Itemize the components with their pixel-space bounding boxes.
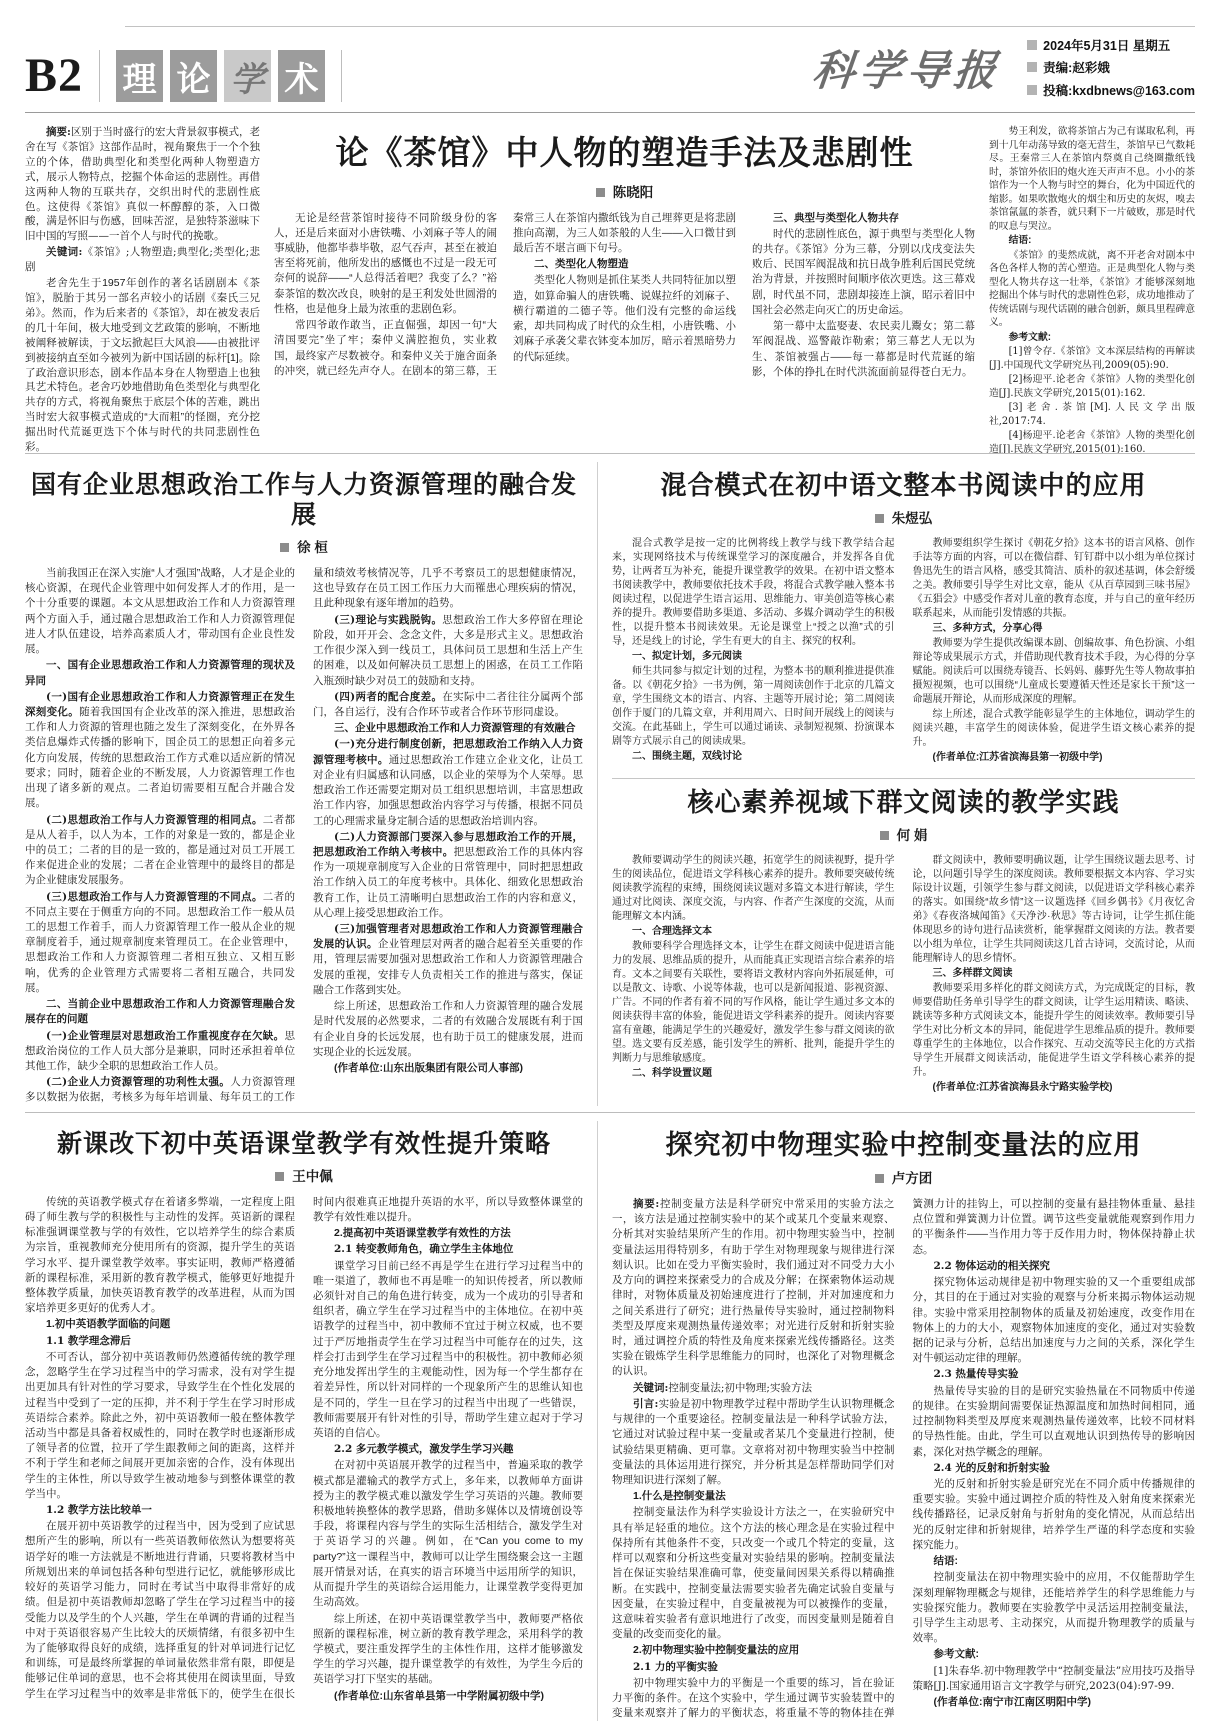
section-heading: 1.初中英语教学面临的问题 [46,1318,171,1331]
section-heading: 二、类型化人物塑造 [534,258,629,271]
masthead: 科学导报 [810,46,1004,96]
paragraph: 势王利发，欲将茶馆占为己有谋取私利，再到十几年动荡导致的毫无营生，茶馆早已气数耗尽。王秦常三人在茶馆内祭奠自己绕圈撒纸钱时，茶馆外依旧的炮火连天声声不息。小小的茶馆作为一个人物与时空的舞台，化为中国近代的缩影。如果吹散炮火的烟尘和历史的灰烬，嗅去茶馆氤氲的茶香，就只剩下一片破败，那是时代的叹息与哭泣。 [989,126,1195,232]
inline-label: 摘要: [46,126,71,138]
article-byline [25,1165,583,1185]
author-affiliation: (作者单位:江苏省滨海县永宁路实验学校) [932,1081,1113,1093]
abstract: 摘要:区别于当时盛行的宏大背景叙事模式，老舍在写《茶馆》这部作品时，视角聚焦于一个个独立的个体，借助典型化和类型化两种人物塑造方式，展示人物特点，挖掘个体命运的悲剧性。再借这两种人物的互联共存，交织出时代的悲剧性底色。这使得《茶馆》真似一杯醇醇的茶，入口微酸，满是怀旧与伤感，回味苦涩，是独特茶滋味下旧中国的写照——一首个人与时代的挽歌。 [25,126,260,243]
author-square-icon [880,831,889,840]
article-byline [612,1167,1195,1187]
paragraph: 教师要调动学生的阅读兴趣，拓宽学生的阅读视野，提升学生的阅读品位，促进语文学科核心素养的提升。教师要突破传统阅读教学流程的束缚，围绕阅读议题对多篇文本进行解读，学生通过对比阅读、深度交流，与内容、作者产生深度的交流，从而能理解文本内涵。 [612,854,895,922]
reference-item: [2]杨迎平.论老舍《茶馆》人物的类型化创造[J].民族文学研究,2015(01):162. [989,374,1195,399]
author-square-icon [596,188,605,197]
paragraph: 初中物理实验中力的平衡是一个重要的练习，旨在验证力平衡的条件。在这个实验中，学生通过调节实验装置中的变量来观察并了解力的平衡状态，将重量不等的物体挂在弹簧测力计的挂钩上，可以控制的变量有悬挂物体重量、悬挂点位置和弹簧测力计位置。调节这些变量就能观察到作用力的平衡条件——当作用力等于反作用力时，物体保持静止状态。 [612,1198,1195,1720]
section-heading: 三、典型与类型化人物共存 [773,211,899,224]
logo-char-box-calligraphy: 学 [224,50,271,102]
paragraph: 《茶馆》的斐然成就，离不开老舍对剧本中各色各样人物的苦心塑造。正是典型化人物与类型化人物共存这一壮举，《茶馆》才能够深刻地挖掘出个体与时代的悲剧性色彩，成功地推动了传统话剧与现代话剧的融合创新，颇具里程碑意义。 [989,249,1195,329]
article-author: 卢方团 [891,1171,933,1187]
paragraph: 教师要为学生提供改编课本剧、创编故事、角色扮演、小组辩论等成果展示方式，并借助现代教育技术手段，为心得的分享赋能。阅读后可以围绕寿镜吾、长妈妈、藤野先生等人物故事拍摄短视频，也可以围绕“儿童成长要遵循天性还是家长干预”这一命题展开辩论，从而形成深度的理解。 [912,638,1195,706]
paragraph: (二)思想政治工作与人力资源管理的相同点。二者都是从人着手，以人为本，工作的对象是一致的，都是企业中的员工；二者的目的是一致的，都是通过对员工开展工作来促进企业的发展；二者在企业管理中的最终目的都是为企业健康发展服务。 [25,813,295,887]
paragraph: (二)企业人力资源管理的功利性太强。人力资源管理多以数据为依据，考核多为每年培训量、每年员工的工作量和绩效考核情况等，几乎不考察员工的思想健康情况，这也导致存在员工因工作压力大而罹患心理疾病的情况，且此种现象有逐年增加的趋势。 [25,567,583,1104]
references-label: 参考文献: [1008,331,1052,343]
paragraph: 时代的悲剧性底色，源于典型与类型化人物的共存。《茶馆》分为三幕，分别以戊戌变法失败后、民国军阀混战和抗日战争胜利后国民党统治为背景，并按照时间顺序依次更迭。这三幕戏剧，时代虽不同，悲剧却接连上演，昭示着旧中国社会必然走向灭亡的历史命运。 [752,227,975,316]
logo-char-box: 术 [278,50,325,102]
reference-item: [4]杨迎平.论老舍《茶馆》人物的类型化创造[J].民族文学研究,2015(01):160. [989,430,1195,453]
author-affiliation: (作者单位:山东出版集团有限公司人事部) [334,1062,523,1074]
paragraph: 传统的英语教学模式存在着诸多弊端，一定程度上阻碍了师生教与学的积极性与主动性的发挥。英语新的课程标准强调课堂教与学的有效性，它以培养学生的综合素质为宗旨，重视教师充分使用所有的资源，提升学生的英语学习水平、提升课堂教学效率。事实证明，教师严格遵循新的课程标准，采用新的教育教学模式，能够更好地提升整体教学质量，加快英语教育教学的改革进程，从而为国家培养更多更好的优秀人才。 [25,1195,295,1315]
middle-section [25,454,1195,1112]
header-right [810,35,1195,103]
article-author: 徐 桓 [297,540,328,555]
reference-item: [3]老舍.茶馆[M].人民文学出版社,2017:74. [989,402,1195,427]
section-heading: 三、企业中思想政治工作和人力资源管理的有效融合 [334,722,576,735]
section-heading: 一、国有企业思想政治工作和人力资源管理的现状及异同 [25,659,295,687]
references-label: 参考文献: [933,1648,979,1661]
bullet-square-icon [1027,40,1037,50]
bullet-square-icon [1027,62,1037,72]
paragraph: (三)思想政治工作与人力资源管理的不同点。二者的不同点主要在于侧重方向的不同。思想政治工作一般从员工的思想工作着手，而人力资源管理工作一般从企业的规章制度着手，通过规章制度来管理员工。在企业管理中，思想政治工作和人力资源管理二者相互独立、又相互影响，优秀的企业管理方式需要将二者相互融合，共同发展。 [25,890,295,994]
paragraph: (三)加强管理者对思想政治工作和人力资源管理融合发展的认识。企业管理层对两者的融合起着至关重要的作用，管理层需要加强对思想政治工作和人力资源管理融合发展的重视，安排专人负责相关工作的推进与落实，保证融合工作落到实处。 [313,923,583,996]
paragraph: (一)国有企业思想政治工作和人力资源管理正在发生深刻变化。随着我国国有企业改革的深入推进，思想政治工作和人力资源的管理也随之发生了深刻变化，在外界各类信息爆炸式传播的影响下，国企员工的思想正向着多元化方向发展，传统的思想政治工作方式难以适应新的情况要求；同时，随着企业的不断发展，人力资源管理工作也出现了诸多新的观点。二者迫切需要相互配合并融合发展。 [25,690,295,810]
article-abstract-column [25,125,260,453]
inline-label: (一)企业管理层对思想政治工作重视度存在欠缺。 [46,1029,285,1042]
paragraph: 热量传导实验的目的是研究实验热量在不同物质中传递的规律。在实验期间需要保证热源温度和加热时间相同，通过控制物料类型及厚度来观测热量传递效率，比较不同材料的导热性能。由此，学生可以直观地认识到热传导的影响因素，深化对热学概念的理解。 [912,1384,1195,1458]
inline-label: (一)国有企业思想政治工作和人力资源管理正在发生深刻变化。 [25,690,295,718]
article-title: 混合模式在初中语文整本书阅读中的应用 [660,470,1147,500]
bullet-square-icon [1027,85,1037,95]
logo-char-box: 理 [116,50,163,102]
sub-heading: 1.2 教学方法比较单一 [46,1504,152,1517]
article-body [25,566,583,1106]
article-author: 陈晓阳 [612,184,654,200]
section-heading: 三、多种方式，分享心得 [932,623,1043,635]
page-label: B2 [25,49,84,102]
inline-label: (三)加强管理者对思想政治工作和人力资源管理融合发展的认识。 [313,923,583,951]
paragraph: 老舍先生于1957年创作的著名话剧剧本《茶馆》，脱胎于其另一部名声较小的话剧《秦氏三兄弟》。然而，作为后来者的《茶馆》，却在被发表后的几十年间，极大地受到文艺政策的影响，不断地被阐释被解读，于文坛掀起巨大风浪——由被批评到被接纳直至如今被列为新中国话剧的标杆[1]。除了政治意识形态，剧本作品本身在人物塑造上也独具艺术特色。老舍巧妙地借助角色类型化与典型化共存的方式，将视角聚焦于底层个体的苦难，跳出当时宏大叙事模式造成的“大而粗”的怪圈，充分挖掘出时代荒诞更迭下个体与时代的共同悲剧性色彩。 [25,277,260,453]
article-teahouse [25,113,1195,453]
paragraph: 当前我国正在深入实施“人才强国”战略，人才是企业的核心资源，在现代企业管理中如何发挥人才的作用，是一个十分重要的课题。本文从思想政治工作和人力资源管理两个方面入手，通过融合思想政治工作和人力资源管理促进人才队伍建设，培养高素质人才，带动国有企业良性发展。 [25,567,295,656]
section-heading: 二、当前企业中思想政治工作和人力资源管理融合发展存在的问题 [25,998,295,1026]
keywords: 关键词:控制变量法;初中物理;实验方法 [633,1381,812,1394]
sub-heading: 2.4 光的反射和折射实验 [933,1461,1050,1474]
paragraph: 常四爷敢作敢当，正直倔强，却因一句“大清国要完”坐了牢；秦仲义满腔抱负，实业救国，最终家产尽数被夺。和秦仲义关于施舍面条的冲突，就已经先声夺人。在剧本的第三幕，王秦常三人在茶馆内撒纸钱为自己埋葬更是将悲剧推向高潮，为三人如茶般的人生——入口微甘到最后苦不堪言画下句号。 [274,211,736,377]
inline-label: (二)企业人力资源管理的功利性太强。 [46,1076,231,1089]
article-references-column [989,125,1195,453]
article-title: 核心素养视域下群文阅读的教学实践 [687,786,1120,817]
article-body [612,1197,1195,1721]
inline-label: 关键词: [46,246,83,259]
article-title: 探究初中物理实验中控制变量法的应用 [665,1129,1142,1160]
sub-heading: 1.1 教学理念滞后 [46,1334,131,1347]
paragraph: 控制变量法在初中物理实验中的应用，不仅能帮助学生深刻理解物理概念与规律，还能培养学生的科学思维能力与实验探究能力。教师要在实验教学中灵活运用控制变量法，引导学生主动思考、主动探究，从而提升物理教学的质量与效率。 [912,1571,1195,1645]
article-group-reading [612,787,1195,1095]
author-square-icon [875,514,884,523]
paragraph: 在对初中英语展开教学的过程当中，普遍采取的教学模式都是灌输式的教学方式上，多年来，以教师单方面讲授为主的教学模式难以激发学生学习英语的兴趣。教师要积极地转换整体的教学思路，借助多媒体以及情境创设等手段，将课程内容与学生的实际生活相结合，激发学生对于英语学习的兴趣。例如，在“Can you come to my party?”这一课程当中，教师可以让学生围绕聚会这一主题展开情景对话，在真实的语言环境当中运用所学的知识，从而提升学生的英语综合运用能力，让课堂教学变得更加生动高效。 [313,1459,583,1609]
inline-label: 摘要: [633,1198,660,1211]
article-blended-reading [612,470,1195,766]
article-byline [612,507,1195,527]
section-heading: 一、拟定计划，多元阅读 [632,651,742,663]
inline-label: 引言: [633,1397,659,1410]
paragraph: 光的反射和折射实验是研究光在不同介质中传播规律的重要实验。实验中通过调控介质的特性及入射角度来探索光线传播路径，记录反射角与折射角的变化情况，从而总结出光的反射定律和折射规律，培养学生严谨的科学态度和实验探究能力。 [912,1477,1195,1551]
section-heading: 2.提高初中英语课堂教学有效性的方法 [334,1227,511,1240]
inline-label: (四)两者的配合度差。 [334,690,443,703]
paragraph: 引言:实验是初中物理教学过程中帮助学生认识物理概念与规律的一个重要途径。控制变量法是一种科学试验方法，它通过对试验过程中某一变量或者某几个变量进行控制，使试验结果更精确、更可靠。文章将对初中物理实验当中控制变量法的具体运用进行探究，并分析其是怎样帮助同学们对物理知识进行深刻了解。 [612,1397,895,1486]
sub-heading: 2.2 物体运动的相关探究 [933,1259,1050,1272]
date-line: 2024年5月31日 星期五 [1027,35,1195,58]
paragraph: (四)两者的配合度差。在实际中二者往往分属两个部门，各自运行，没有合作环节或者合作环节形同虚设。 [313,690,584,718]
article-byline [25,536,583,556]
paragraph: 师生共同参与拟定计划的过程，为整本书的顺利推进提供准备。以《朝花夕拾》一书为例，第一周阅读创作于北京的几篇文章，学生围绕文本的语言、内容、主题等开展讨论；第二周阅读创作于厦门的几篇文章，并利用周六、日时间开展线上的阅读与交流。在此基础上，学生可以通过诵读、录制短视频、扮演课本剧等方式展示自己的阅读成果。 [612,666,895,748]
author-square-icon [280,543,289,552]
paragraph: 综上所述，思想政治工作和人力资源管理的融合发展是时代发展的必然要求，二者的有效融合发展既有利于国有企业自身的长远发展，也有助于员工的健康发展，进而实现企业的长远发展。 [313,1000,583,1058]
reference-item: [1]朱春华.初中物理教学中“控制变量法”应用技巧及指导策略[J].国家通用语言文字教学与研究,2023(04):97-99. [912,1664,1195,1692]
sub-heading: 2.2 多元教学模式，激发学生学习兴趣 [334,1443,514,1456]
middle-right-column [598,462,1195,1106]
sub-heading: 2.1 力的平衡实验 [633,1660,718,1673]
paragraph: 在展开初中英语教学的过程当中，因为受到了应试思想所产生的影响，所以有一些英语教师依然认为想要将英语学好的唯一方法就是不断地进行背诵，只要将教材当中所规划出来的单词包括各种句型进行记忆，就能够形成比较好的英语学习能力，同时在考试当中取得非常好的成绩。但是初中英语教师却忽略了学生在学习过程当中的接受能力以及学生的个人兴趣，学生在单调的背诵的过程当中对于英语很容易产生比较大的厌烦情绪，有很多初中生为了能够取得良好的成绩，选择重复的针对单词进行记忆和训练，可是最终所掌握的单词量依然非常有限，即便是能够记住单词的意思，也不会将其使用在阅读里面，导致学生在学习过程当中的效率是非常低下的，使学生在很长时间内很难真正地提升英语的水平，所以导致整体课堂的教学有效性难以提升。 [25,1195,583,1700]
author-affiliation: (作者单位:山东省单县第一中学附属初级中学) [334,1689,544,1702]
paragraph: (三)理论与实践脱钩。思想政治工作大多停留在理论阶段，如开开会、念念文件，大多是形式主义。思想政治工作很少深入到一线员工，具体问员工思想和生活上产生的困难，以及如何解决员工思想上的困惑，在员工工作陷入瓶颈时缺少对员工的鼓励和支持。 [313,613,584,687]
article-title: 国有企业思想政治工作与人力资源管理的融合发展 [30,471,577,529]
page-header [25,24,1195,113]
section-heading: 一、合理选择文本 [632,925,712,937]
keywords: 关键词:《茶馆》;人物塑造;典型化;类型化;悲剧 [25,246,260,274]
abstract: 摘要:控制变量方法是科学研究中常采用的实验方法之一，该方法是通过控制实验中的某个或某几个变量来观察、分析其对实验结果所产生的作用。初中物理实验当中，控制变量法运用得特别多，有助于学生对物理现象与规律进行深刻认识。比如在受力平衡实验时，我们通过对不同受力大小及方向的调控来探索受力的合成及分解；在探索物体运动规律时，对物体质量及初始速度进行了控制，并对加速度和力之间关系进行了研究；进行热量传导实验时，通过控制物料类型及厚度来观测热量传递效率；对光进行反射和折射实验时，通过调控介质的特性及角度来探索光线传播路径。这类实验在锻炼学生科学思维能力的同时，也深化了对物理概念的认识。 [612,1198,895,1378]
paragraph: 综上所述，在初中英语课堂教学当中，教师要严格依照新的课程标准，树立新的教育教学理念，采用科学的教学模式，要注重发挥学生的主体性作用，这样才能够激发学生的学习兴趣，提升课堂教学的有效性，为学生今后的英语学习打下坚实的基础。 [313,1612,583,1686]
paragraph: 教师要采用多样化的群文阅读方式，为完成既定的目标，教师要借助任务单引导学生的群文阅读，让学生运用精读、略读、跳读等多种方式阅读文本，能提升学生的阅读效率。教师要引导学生对比分析文本的异同，能促进学生思维品质的提升。教师要尊重学生的主体地位，以合作探究、互动交流等民主化的方式指导学生开展群文阅读活动，能促进学生语文学科核心素养的提升。 [912,982,1195,1078]
inline-label: (三)思想政治工作与人力资源管理的不同点。 [46,890,263,903]
article-author: 朱煜弘 [891,511,933,527]
paragraph: 控制变量法作为科学实验设计方法之一，在实验研究中具有举足轻重的地位。这个方法的核心理念是在实验过程中保持所有其他条件不变，只改变一个或几个特定的变量，这样可以观察和分析这些变量对实验结果的影响。控制变量法旨在保证实验结果准确可靠，使变量间因果关系得以精确推断。在实践中，控制变量法需要实验者先确定试验自变量与因变量，在实验过程中，自变量被视为可以被操作的变量，这意味着实验者有意识地进行了改变，而因变量则是随着自变量的改变而变化的量。 [612,1506,895,1641]
article-english-teaching [25,1121,597,1722]
paragraph: 无论是经营茶馆时接待不同阶级身份的客人，还是后来面对小唐铁嘴、小刘麻子等人的闹事威胁，他都毕恭毕敬，忍气吞声，甚至在被迫害至将死前，他所发出的感慨也不过是一段无可奈何的说辞——“人总得活着吧？我变了么？”裕泰茶馆的数次改良，映射的是王利发处世圆滑的性格，也是他身上最为浓重的悲剧色彩。 [274,211,497,315]
paragraph: 综上所述，混合式教学能彰显学生的主体地位，调动学生的阅读兴趣，丰富学生的阅读体验，促进学生语文核心素养的提升。 [912,709,1195,749]
article-body [612,854,1195,1095]
section-heading: 二、科学设置议题 [632,1067,712,1079]
article-author: 何 娟 [896,827,928,843]
section-heading: 1.什么是控制变量法 [633,1490,726,1503]
paragraph: 教师要组织学生探讨《朝花夕拾》这本书的语言风格、创作手法等方面的内容，可以在微信群、钉钉群中以小组为单位探讨鲁迅先生的语言风格，感受其简洁、质朴的叙述基调，体会舒缓之美。教师要引导学生对比文章，能从《从百草园到三味书屋》《五猖会》中感受作者对儿童的教育态度，并与自己的童年经历联系起来，从而能引发情感的共振。 [912,538,1195,620]
article-byline [274,181,975,201]
submission-email-line: 投稿:kxdbnews@163.com [1027,80,1195,103]
section-heading: 结语: [1008,235,1032,247]
paragraph: 探究物体运动规律是初中物理实验的又一个重要组成部分，其目的在于通过对实验的观察与分析来揭示物体运动规律。实验中常采用控制物体的质量及初始速度，改变作用在物体上的力的大小，观察物体加速度的变化，通过对实验数据的记录与分析，总结出加速度与力之间的关系，深化学生对牛顿运动定律的理解。 [912,1276,1195,1365]
paragraph: 课堂学习目前已经不再是学生在进行学习过程当中的唯一渠道了，教师也不再是唯一的知识传授者，所以教师必须针对自己的角色进行转变，成为一个成功的引导者和组织者，确立学生在学习过程当中的主体地位。在初中英语教学的过程当中，初中教师不宜过于树立权威，也不要过于严厉地指责学生在学习过程当中可能存在的过失，这样会打击到学生在学习过程当中的积极性。初中教师必须充分地发挥出学生的主观能动性，因为每一个学生都存在着差异性，所以针对同样的一个现象所产生的思维认知也是不同的，学生一旦在学习的过程当中出现了一些错误，教师需要展开有针对性的引导，帮助学生建立起对于学习英语的自信心。 [313,1259,583,1439]
inline-label: (三)理论与实践脱钩。 [334,613,443,626]
article-divider [612,778,1195,779]
section-heading: 结语: [933,1555,958,1568]
header-info [1027,35,1195,103]
inline-label: (二)人力资源部门要深入参与思想政治工作的开展，把思想政治工作纳入考核中。 [313,830,583,858]
article-soe-ideology [25,462,597,1106]
inline-label: 关键词: [633,1381,669,1394]
paragraph: 第一幕中太监娶妻、农民卖儿鬻女；第二幕军阀混战、巡警敲诈勒索；第三幕艺人无以为生、茶馆被强占——每一幕都是时代荒诞的缩影，个体的挣扎在时代洪流面前显得苍白无力。 [752,320,975,378]
section-heading: 三、多样群文阅读 [932,967,1013,979]
paragraph: (一)充分进行制度创新，把思想政治工作纳入人力资源管理考核中。通过思想政治工作建立企业文化，让员工对企业有归属感和认同感，以企业的荣辱为个人荣辱。思想政治工作还需要定期对员工组织思想培训，丰富思想政治工作内容，加强思想政治内容学习与传播，根据不同员工的心理需求量身定制合适的思想政治培训内容。 [313,738,583,827]
article-main-column [274,125,975,443]
paragraph: (二)人力资源部门要深入参与思想政治工作的开展，把思想政治工作纳入考核中。把思想政治工作的具体内容作为一项规章制度写入企业的日常管理中，同时把思想政治工作纳入员工的年度考核中。具体化、细致化思想政治教育工作，让员工清晰明白思想政治工作的内容和意义，从心理上接受思想政治工作。 [313,830,583,919]
inline-label: (一)充分进行制度创新，把思想政治工作纳入人力资源管理考核中。 [313,738,583,766]
paragraph: (一)企业管理层对思想政治工作重视度存在欠缺。思想政治岗位的工作人员大部分是兼职，同时还承担着单位其他工作，缺少全职的思想政治工作人员。 [25,1029,295,1072]
paragraph: 混合式教学是按一定的比例将线上教学与线下教学结合起来，实现网络技术与传统课堂学习的深度融合，并发挥各自优势，让两者互为补充，能提升课堂教学的效果。在初中语文整本书阅读教学中，教师要依托技术手段，将混合式教学融入整本书阅读过程，以促进学生语言运用、思维能力、审美创造等核心素养的提升。教师要借助多渠道、多活动、多媒介调动学生的积极性，以提升整本书阅读效果。无论是课堂上“授之以渔”式的引导，还是线上的讨论，学生有更大的自主、探究的权利。 [612,538,895,648]
sub-heading: 2.3 热量传导实验 [933,1368,1019,1381]
article-byline [612,824,1195,844]
article-physics-variables [598,1121,1195,1722]
article-body [25,1195,583,1704]
logo-char-box: 论 [170,50,217,102]
paragraph: 类型化人物则是抓住某类人共同特征加以塑造，如算命骗人的唐铁嘴、说媒拉纤的刘麻子、横行霸道的二德子等。他们没有完整的命运线索，却共同构成了时代的众生相，小唐铁嘴、小刘麻子承袭父辈衣钵变本加厉，暗示着黑暗势力的代际延续。 [513,274,736,363]
bottom-section [25,1113,1195,1725]
article-author: 王中佩 [292,1168,333,1184]
paragraph: 不可否认，部分初中英语教师仍然遵循传统的教学理念，忽略学生在学习过程当中的学习需求，没有对学生提出更加具有针对性的学习要求，导致学生在个性化发展的过程当中受到了一定的压抑，并不利于学生在学习时形成英语综合素养。除此之外，初中英语教师一般在整体教学活动当中都是具备着权威性的，同时在教学时也逐渐形成了领导者的位置，拉开了学生跟教师之间的距离，这样并不利于学生和老师之间展开更加亲密的合作，没有体现出学生的主体性，所以导致学生被动地参与到整体课堂的教学当中。 [25,1350,295,1500]
article-title: 论《茶馆》中人物的塑造手法及悲剧性 [335,134,914,171]
article-body [612,537,1195,766]
editor-line: 责编:赵彩娥 [1027,57,1195,80]
header-left [25,50,342,102]
paragraph: 教师要科学合理选择文本，让学生在群文阅读中促进语言能力的发展、思维品质的提升，从而能真正实现语言综合素养的培育。文本之间要有关联性，要将语文教材内容向外拓展延伸，可以是散文、诗歌、小说等体裁，也可以是新闻报道、影视资源、广告。不同的作者有着不同的写作风格，能让学生通过多文本的阅读获得丰富的体验，能促进语文学科素养的提升。阅读内容要富有童趣，能满足学生的兴趣爱好，激发学生参与群文阅读的欲望。选文要有反差感，能引发学生的辨析、批判，能提升学生的判断力与思维敏感度。 [612,940,895,1064]
author-square-icon [275,1172,284,1181]
paragraph: 群文阅读中，教师要明确议题，让学生围绕议题去思考、讨论，以问题引导学生的深度阅读。教师要根据文本内容、学习实际设计议题，引领学生参与群文阅读，以促进语文学科核心素养的落实。如围绕“故乡情”这一议题选择《回乡偶书》《月夜忆舍弟》《春夜洛城闻笛》《天净沙·秋思》等古诗词，让学生抓住能体现思乡的诗句进行品读赏析，能掌握群文阅读的方法。教者要以小组为单位，让学生共同阅读这几首古诗词，交流讨论，从而能理解诗人的思乡情怀。 [912,854,1195,964]
section-heading: 二、围绕主题，双线讨论 [632,751,742,763]
author-square-icon [875,1174,884,1183]
author-affiliation: (作者单位:南宁市江南区明阳中学) [933,1696,1091,1709]
reference-item: [1]曾令存.《茶馆》文本深层结构的再解读[J].中国现代文学研究丛刊,2009(05):90. [989,346,1195,371]
article-title: 新课改下初中英语课堂教学有效性提升策略 [56,1129,551,1158]
sub-heading: 2.1 转变教师角色，确立学生主体地位 [334,1243,514,1256]
section-logo [99,50,342,102]
inline-label: (二)思想政治工作与人力资源管理的相同点。 [46,813,263,826]
article-body [274,211,975,443]
author-affiliation: (作者单位:江苏省滨海县第一初级中学) [932,752,1103,764]
section-heading: 2.初中物理实验中控制变量法的应用 [633,1644,800,1657]
